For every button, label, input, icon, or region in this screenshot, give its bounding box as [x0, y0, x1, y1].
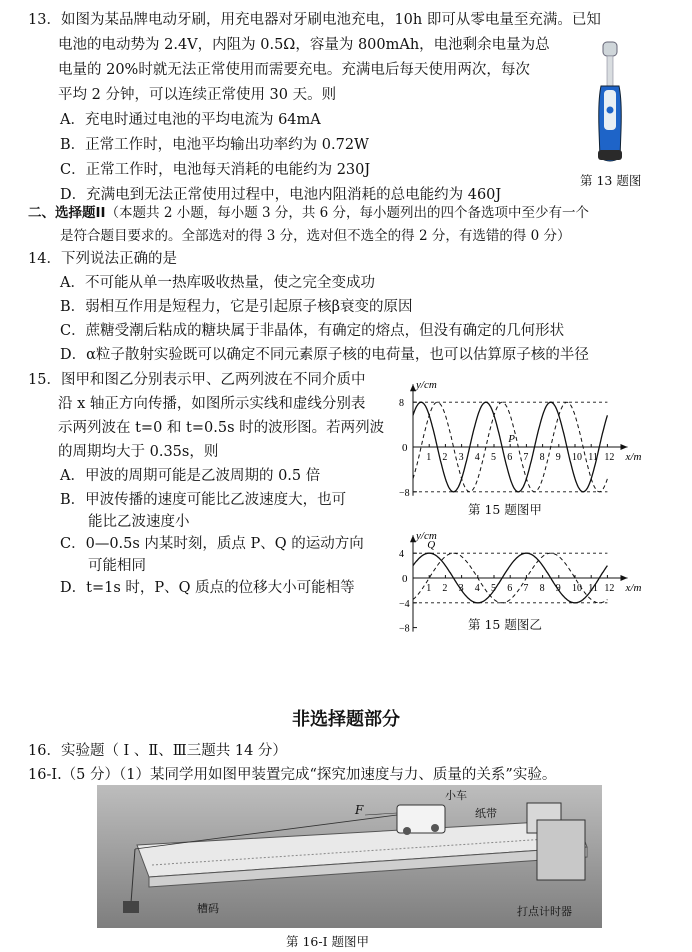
q14-option-b: B．弱相互作用是短程力，它是引起原子核β衰变的原因 — [60, 299, 413, 315]
q15-option-b-line1: B．甲波传播的速度可能比乙波速度大，也可 — [60, 492, 347, 508]
x-tick-label: 5 — [491, 583, 496, 594]
label-force: F — [355, 803, 364, 817]
toothbrush-image — [590, 40, 630, 166]
wave-chart-jia — [393, 365, 663, 499]
label-hook-weight: 槽码 — [197, 902, 219, 915]
x-tick-label: 3 — [458, 452, 464, 463]
q13-figure-caption: 第 13 题图 — [580, 173, 642, 188]
x-tick-label: 6 — [507, 583, 513, 594]
q13-option-b: B．正常工作时，电池平均输出功率约为 0.72W — [60, 137, 369, 153]
q13-option-a: A．充电时通过电池的平均电流为 64mA — [60, 112, 321, 128]
x-tick-label: 4 — [474, 583, 480, 594]
x-tick-label: 7 — [523, 452, 529, 463]
q14-option-c: C．蔗糖受潮后粘成的糖块属于非晶体，有确定的熔点，但没有确定的几何形状 — [60, 323, 565, 339]
x-axis-arrow — [621, 575, 628, 581]
q15-line3: 示两列波在 t=0 和 t=0.5s 时的波形图。若两列波 — [58, 420, 385, 436]
q13-line2: 电池的电动势为 2.4V，内阻为 0.5Ω，容量为 800mAh，电池剩余电量为总 — [58, 37, 550, 53]
section2-header — [28, 201, 589, 221]
y-tick-label: −4 — [399, 598, 410, 610]
q15-option-c-line2: 可能相同 — [88, 558, 146, 574]
x-axis-label: x/m — [625, 582, 642, 594]
x-tick-label: 10 — [572, 583, 582, 594]
x-tick-label: 8 — [539, 452, 545, 463]
x-axis-arrow — [621, 444, 628, 450]
q13-option-c: C．正常工作时，电池每天消耗的电能约为 230J — [60, 162, 371, 178]
q16-figure-caption: 第 16-Ⅰ 题图甲 — [286, 934, 370, 949]
q14-option-a: A．不可能从单一热库吸收热量，使之完全变成功 — [60, 275, 375, 291]
q15-option-a: A．甲波的周期可能是乙波周期的 0.5 倍 — [60, 468, 321, 484]
y-tick-label: 4 — [399, 549, 404, 561]
section2-heading: 二、选择题II — [28, 205, 106, 221]
x-tick-label: 3 — [458, 583, 464, 594]
point-label: Q — [427, 539, 436, 552]
part2-title: 非选择题部分 — [292, 709, 400, 730]
q15-line2: 沿 x 轴正方向传播，如图所示实线和虚线分别表 — [58, 396, 366, 412]
origin-label: 0 — [402, 573, 408, 585]
q13-line3: 电量的 20%时就无法正常使用而需要充电。充满电后每天使用两次，每次 — [58, 62, 530, 78]
x-tick-label: 12 — [604, 452, 615, 463]
x-tick-label: 8 — [539, 583, 545, 594]
chart-jia-caption: 第 15 题图甲 — [468, 502, 542, 517]
q15-line1: 15．图甲和图乙分别表示甲、乙两列波在不同介质中 — [28, 372, 366, 388]
y-axis-label: y/cm — [416, 379, 437, 392]
x-tick-label: 2 — [442, 583, 448, 594]
label-tape: 纸带 — [475, 807, 497, 820]
q16-heading: 16．实验题（ Ⅰ 、Ⅱ、Ⅲ三题共 14 分） — [28, 743, 287, 759]
q15-option-c-line1: C．0—0.5s 内某时刻，质点 P、Q 的运动方向 — [60, 536, 364, 552]
label-cart: 小车 — [445, 789, 467, 802]
q15-option-b-line2: 能比乙波速度小 — [88, 514, 190, 530]
x-tick-label: 2 — [442, 452, 448, 463]
q16-1-stem: 16-Ⅰ.（5 分）（1）某同学用如图甲装置完成“探究加速度与力、质量的关系”实验。 — [28, 767, 557, 783]
x-tick-label: 12 — [604, 583, 615, 594]
x-tick-label: 7 — [523, 583, 529, 594]
label-timer: 打点计时器 — [517, 905, 572, 918]
x-tick-label: 11 — [588, 452, 598, 463]
y-tick-label: 8 — [399, 398, 404, 410]
x-tick-label: 1 — [426, 583, 432, 594]
origin-label: 0 — [402, 442, 408, 454]
experiment-photo — [97, 785, 602, 928]
section2-desc1: （本题共 2 小题，每小题 3 分，共 6 分，每小题列出的四个备选项中至少有一个 — [105, 205, 590, 221]
x-tick-label: 9 — [555, 452, 561, 463]
q15-line4: 的周期均大于 0.35s，则 — [58, 444, 219, 460]
q14-stem: 14．下列说法正确的是 — [28, 251, 177, 267]
x-tick-label: 6 — [507, 452, 513, 463]
q14-option-d: D．α粒子散射实验既可以确定不同元素原子核的电荷量，也可以估算原子核的半径 — [60, 347, 589, 363]
x-tick-label: 9 — [555, 583, 561, 594]
x-tick-label: 4 — [474, 452, 480, 463]
x-axis-label: x/m — [625, 451, 642, 463]
q13-line4: 平均 2 分钟，可以连续正常使用 30 天。则 — [58, 87, 337, 103]
y-tick-label: −8 — [399, 487, 410, 499]
y-tick-label: −8 — [399, 623, 410, 635]
q15-option-d: D．t=1s 时，P、Q 质点的位移大小可能相等 — [60, 580, 355, 596]
q13-option-d: D．充满电到无法正常使用过程中，电池内阻消耗的总电能约为 460J — [60, 187, 502, 203]
y-axis-label: y/cm — [416, 530, 437, 543]
x-tick-label: 10 — [572, 452, 582, 463]
q13-line1: 13．如图为某品牌电动牙刷，用充电器对牙刷电池充电，10h 即可从零电量至充满。已知 — [28, 12, 601, 28]
x-tick-label: 1 — [426, 452, 432, 463]
chart-yi-caption: 第 15 题图乙 — [468, 617, 542, 632]
section2-desc2: 是符合题目要求的。全部选对的得 3 分，选对但不选全的得 2 分，有选错的得 0 分） — [60, 228, 571, 244]
x-tick-label: 11 — [588, 583, 598, 594]
point-label: P — [508, 433, 515, 445]
x-tick-label: 5 — [491, 452, 496, 463]
